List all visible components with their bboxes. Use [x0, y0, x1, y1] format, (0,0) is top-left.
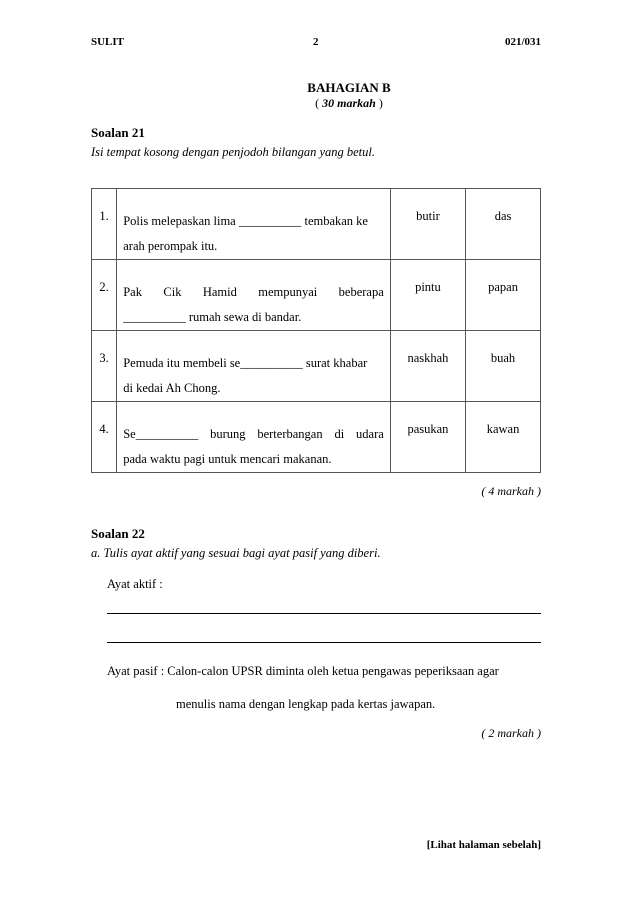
- passive-sentence-line-2: menulis nama dengan lengkap pada kertas jawapan.: [176, 697, 436, 711]
- page-number: 2: [313, 36, 319, 48]
- row-sentence: Pak Cik Hamid mempunyai beberapa __________ rumah sewa di bandar.: [117, 260, 391, 331]
- paper-code: 021/031: [504, 36, 541, 48]
- row-sentence: Se__________ burung berterbangan di udara pada waktu pagi untuk mencari makanan.: [117, 402, 391, 473]
- option-1: naskhah: [390, 331, 465, 402]
- question-21-marks: ( 4 markah ): [481, 484, 541, 498]
- row-sentence: Polis melepaskan lima __________ tembakan ke arah perompak itu.: [117, 189, 391, 260]
- table-row: [92, 189, 541, 260]
- question-22-instruction: a. Tulis ayat aktif yang sesuai bagi ayat pasif yang diberi.: [91, 546, 381, 560]
- footer-next-page: [Lihat halaman sebelah]: [426, 839, 541, 851]
- section-marks-value: 30 markah: [322, 96, 376, 110]
- table-row: [92, 260, 541, 331]
- option-2: das: [466, 189, 541, 260]
- question-21-title: Soalan 21: [91, 125, 145, 140]
- question-22-marks: ( 2 markah ): [481, 726, 541, 740]
- section-marks: ( 30 markah ): [315, 96, 383, 110]
- passive-sentence-line-1: Ayat pasif : Calon-calon UPSR diminta oleh ketua pengawas peperiksaan agar: [107, 664, 499, 678]
- row-number: 4.: [92, 402, 117, 473]
- answer-line-2: [107, 642, 541, 643]
- table-row: [92, 331, 541, 402]
- question-22-title: Soalan 22: [91, 526, 145, 541]
- question-21-table: [91, 188, 541, 473]
- option-1: pasukan: [390, 402, 465, 473]
- section-title: BAHAGIAN B: [307, 80, 391, 95]
- option-2: buah: [466, 331, 541, 402]
- active-sentence-label: Ayat aktif :: [107, 577, 163, 591]
- row-number: 2.: [92, 260, 117, 331]
- row-number: 3.: [92, 331, 117, 402]
- row-sentence: Pemuda itu membeli se__________ surat khabar di kedai Ah Chong.: [117, 331, 391, 402]
- option-1: pintu: [390, 260, 465, 331]
- option-2: kawan: [466, 402, 541, 473]
- table-row: [92, 402, 541, 473]
- question-21-instruction: Isi tempat kosong dengan penjodoh bilangan yang betul.: [91, 145, 375, 159]
- option-1: butir: [390, 189, 465, 260]
- option-2: papan: [466, 260, 541, 331]
- header-sulit: SULIT: [91, 36, 125, 48]
- row-number: 1.: [92, 189, 117, 260]
- answer-line-1: [107, 613, 541, 614]
